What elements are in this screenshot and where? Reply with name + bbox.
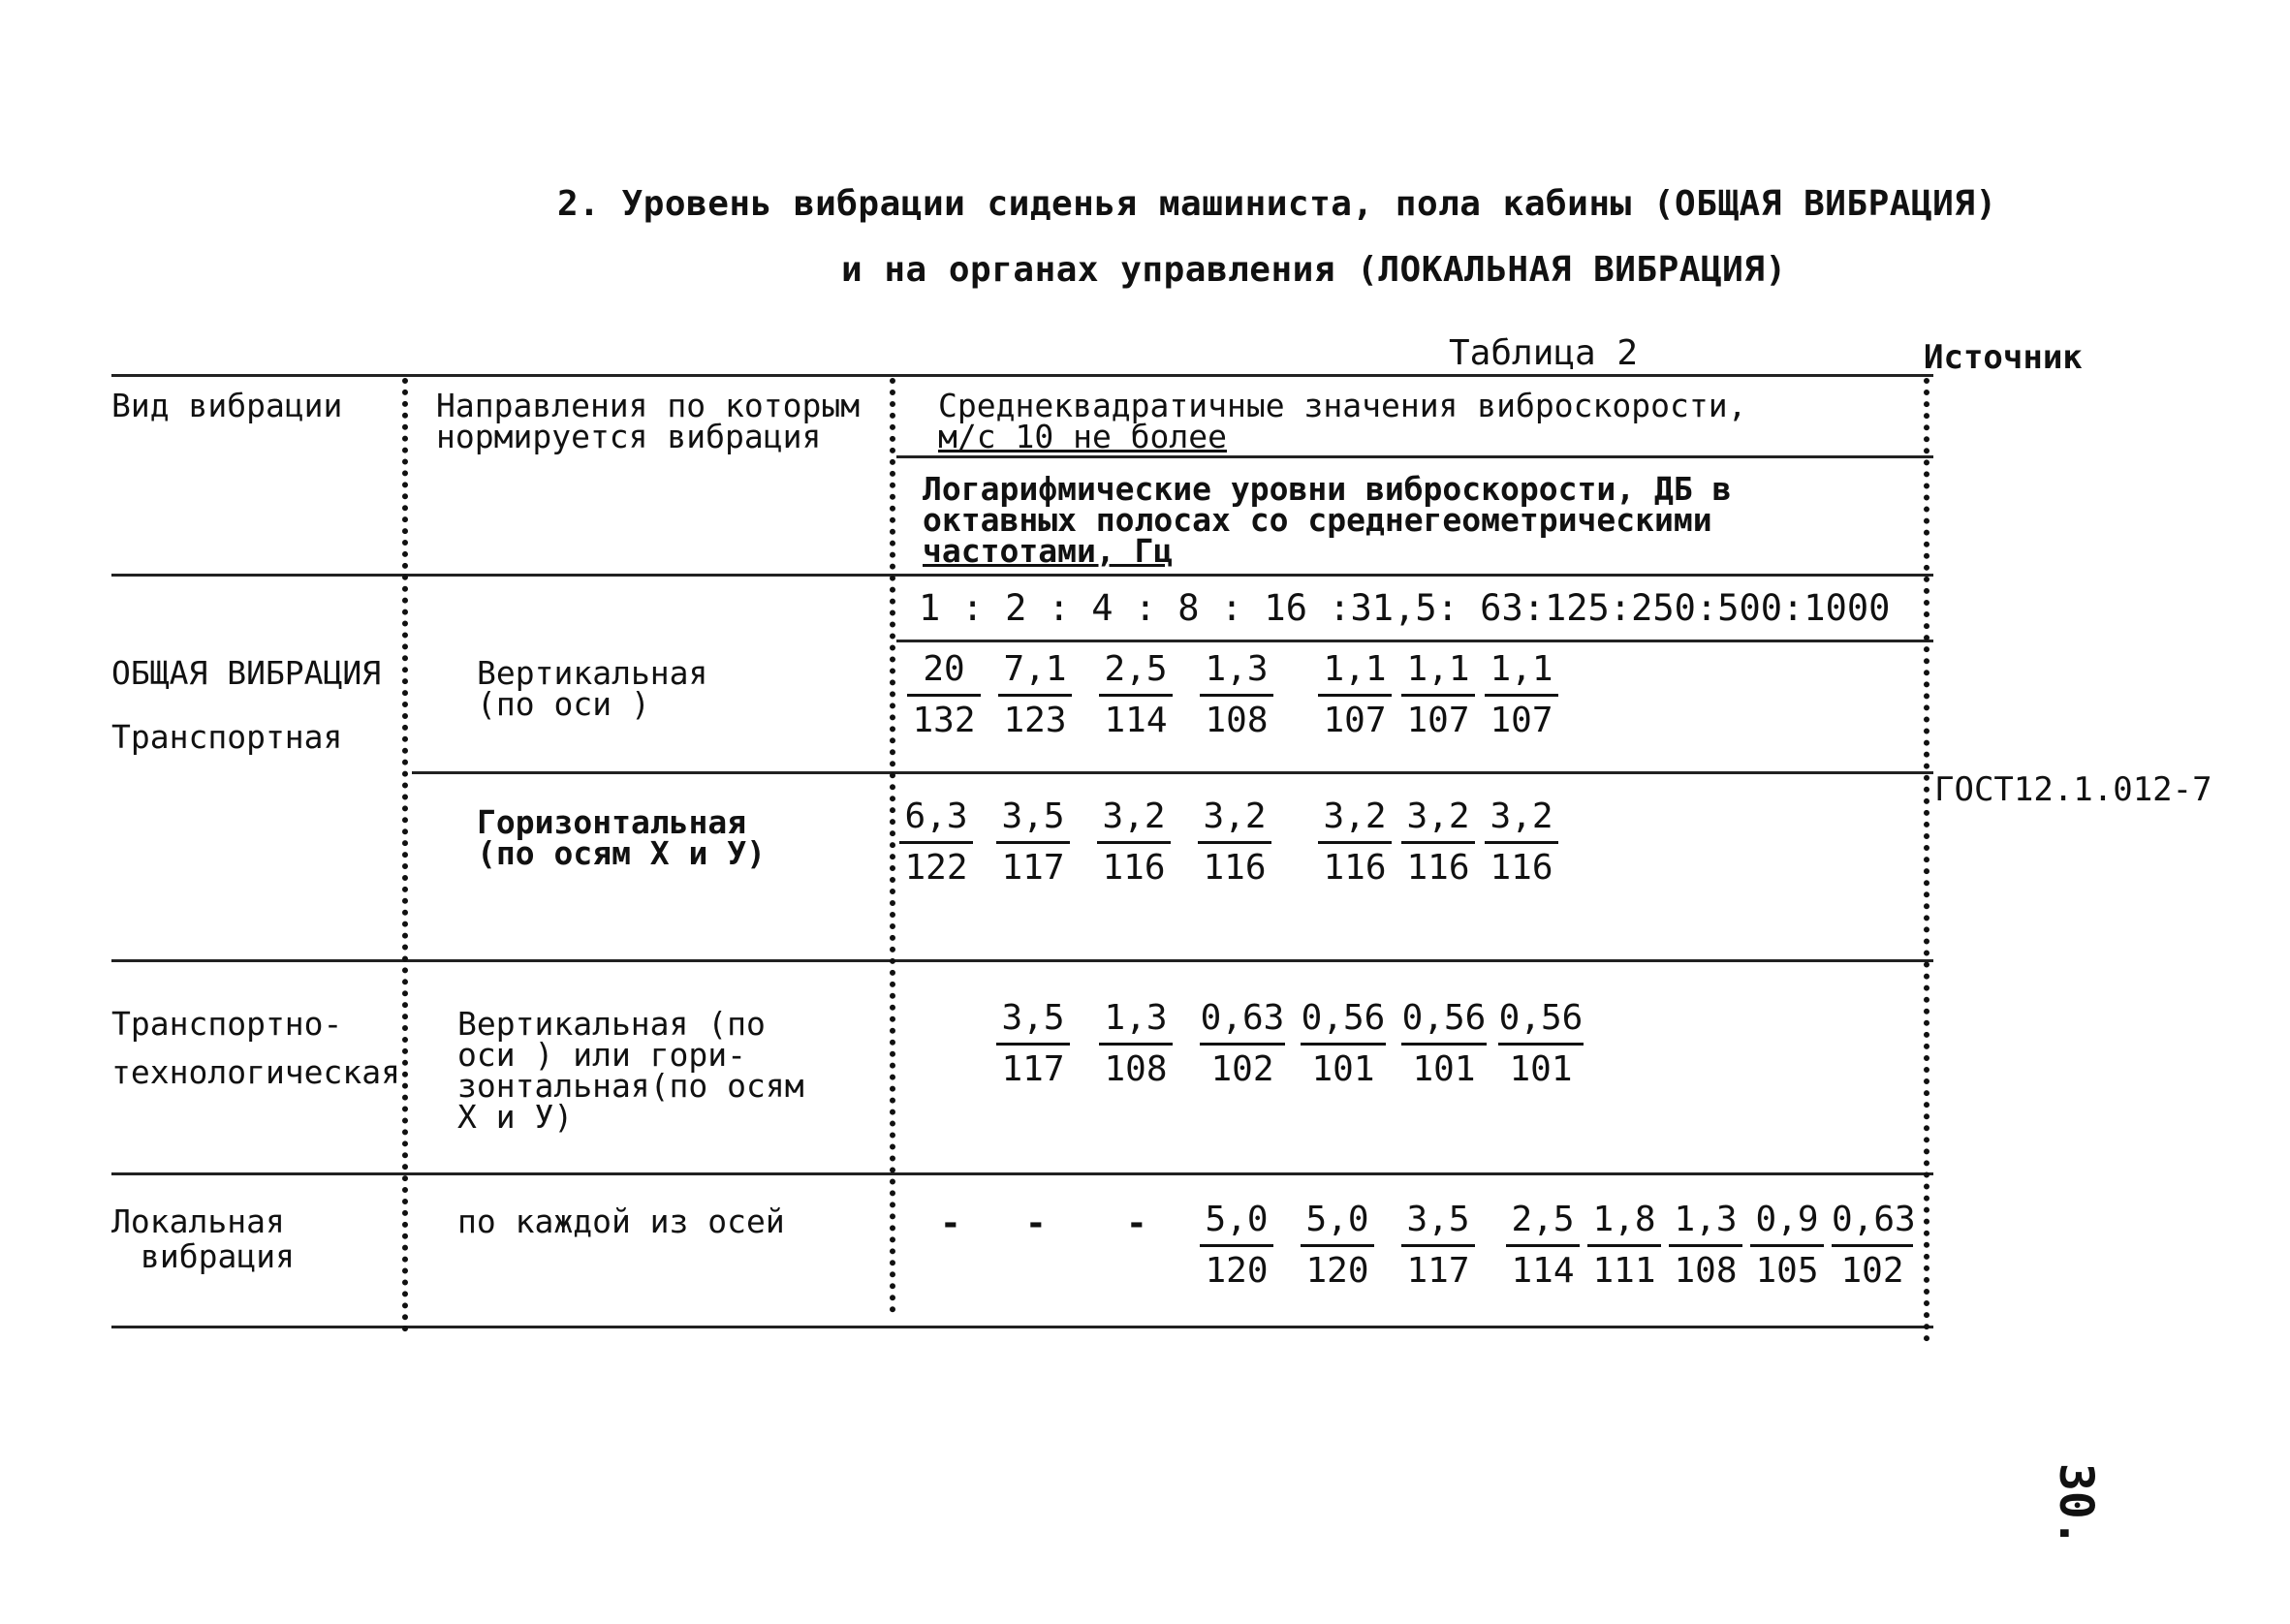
empty-cell-dash: - [940, 1203, 961, 1243]
rule-vert-horiz [412, 771, 1933, 774]
value-cell: $\frac{1,1}{107}$ [1479, 645, 1564, 745]
rule-bottom [111, 1326, 1933, 1328]
rule-general-bottom [111, 959, 1933, 962]
value-cell: $\frac{1,3}{108}$ [1194, 645, 1279, 745]
source-value: ГОСТ12.1.012-7 [1934, 770, 2212, 809]
col-log-header-2: октавных полосах со среднегеометрическими [923, 501, 1712, 539]
rule-tt-bottom [111, 1172, 1933, 1175]
tt-dir-1: Вертикальная (по [457, 1005, 766, 1043]
value-cell: $\frac{5,0}{120}$ [1295, 1196, 1380, 1296]
value-cell: $\frac{0,56}{101}$ [1396, 994, 1492, 1094]
page-number: 30. [2049, 1463, 2103, 1547]
col-direction-header-1: Направления по которым [436, 387, 861, 424]
frequency-row: 1 : 2 : 4 : 8 : 16 :31,5: 63:125:250:500:1000 [919, 587, 1891, 629]
col-type-header: Вид вибрации [111, 387, 343, 424]
general-type-1: ОБЩАЯ ВИБРАЦИЯ [111, 654, 382, 692]
value-cell: $\frac{0,63}{102}$ [1826, 1196, 1919, 1296]
col-rms-header-1: Среднеквадратичные значения виброскорости, [938, 387, 1747, 424]
tt-dir-2: оси ) или гори- [457, 1036, 747, 1074]
rule-freq-bottom [896, 640, 1933, 642]
heading-line-1: 2. Уровень вибрации сиденья машиниста, пола кабины (ОБЩАЯ ВИБРАЦИЯ) [557, 184, 1997, 224]
value-cell: $\frac{0,56}{101}$ [1492, 994, 1589, 1094]
value-cell: $\frac{7,1}{123}$ [992, 645, 1078, 745]
table-label: Таблица 2 [1449, 333, 1639, 373]
general-type-2: Транспортная [111, 718, 343, 756]
value-cell: $\frac{2,5}{114}$ [1093, 645, 1178, 745]
local-type-1: Локальная [111, 1202, 285, 1240]
value-cell: $\frac{3,5}{117}$ [1396, 1196, 1481, 1296]
general-horizontal-dir-1: Горизонтальная [477, 803, 747, 841]
empty-cell-dash: - [1025, 1203, 1047, 1243]
value-cell: $\frac{3,2}{116}$ [1091, 793, 1176, 892]
col-log-header-3: частотами, Гц [923, 532, 1174, 570]
value-cell: $\frac{5,0}{120}$ [1194, 1196, 1279, 1296]
value-cell: $\frac{3,2}{116}$ [1192, 793, 1277, 892]
source-header: Источник [1924, 338, 2083, 377]
col-direction-header-2: нормируется вибрация [436, 418, 822, 455]
tt-dir-3: зонтальная(по осям [457, 1067, 804, 1105]
tt-dir-4: X и У) [457, 1098, 574, 1136]
general-vertical-dir-2: (по оси ) [477, 685, 650, 723]
local-dir-1: по каждой из осей [457, 1202, 785, 1240]
general-vertical-dir-1: Вертикальная [477, 654, 708, 692]
value-cell: $\frac{0,9}{105}$ [1744, 1196, 1830, 1296]
value-cell: $\frac{1,1}{107}$ [1396, 645, 1481, 745]
rule-top [111, 374, 1933, 377]
value-cell: $\frac{2,5}{114}$ [1500, 1196, 1585, 1296]
value-cell: $\frac{3,2}{116}$ [1479, 793, 1564, 892]
tt-type-2: технологическая [111, 1053, 401, 1091]
value-cell: $\frac{6,3}{122}$ [894, 793, 979, 892]
vsep-3 [1924, 378, 1929, 1342]
rule-rms-sep [896, 455, 1933, 458]
value-cell: $\frac{3,5}{117}$ [990, 994, 1076, 1094]
value-cell: $\frac{3,2}{116}$ [1396, 793, 1481, 892]
vsep-1 [402, 378, 408, 1332]
general-horizontal-dir-2: (по осям X и У) [477, 834, 767, 872]
value-cell: $\frac{1,3}{108}$ [1093, 994, 1178, 1094]
value-cell: $\frac{20}{132}$ [901, 645, 987, 745]
value-cell: $\frac{1,3}{108}$ [1663, 1196, 1748, 1296]
local-type-2: вибрация [141, 1237, 295, 1275]
col-rms-header-2: м/с 10 не более [938, 418, 1228, 455]
value-cell: $\frac{0,63}{102}$ [1194, 994, 1291, 1094]
empty-cell-dash: - [1126, 1203, 1147, 1243]
value-cell: $\frac{1,1}{107}$ [1312, 645, 1397, 745]
value-cell: $\frac{3,2}{116}$ [1312, 793, 1397, 892]
value-cell: $\frac{1,8}{111}$ [1582, 1196, 1667, 1296]
rule-header-bottom [111, 574, 1933, 577]
value-cell: $\frac{0,56}{101}$ [1295, 994, 1392, 1094]
value-cell: $\frac{3,5}{117}$ [990, 793, 1076, 892]
heading-line-2: и на органах управления (ЛОКАЛЬНАЯ ВИБРАЦИЯ) [841, 250, 1787, 290]
col-log-header-1: Логарифмические уровни виброскорости, ДБ в [923, 470, 1732, 508]
tt-type-1: Транспортно- [111, 1005, 343, 1043]
